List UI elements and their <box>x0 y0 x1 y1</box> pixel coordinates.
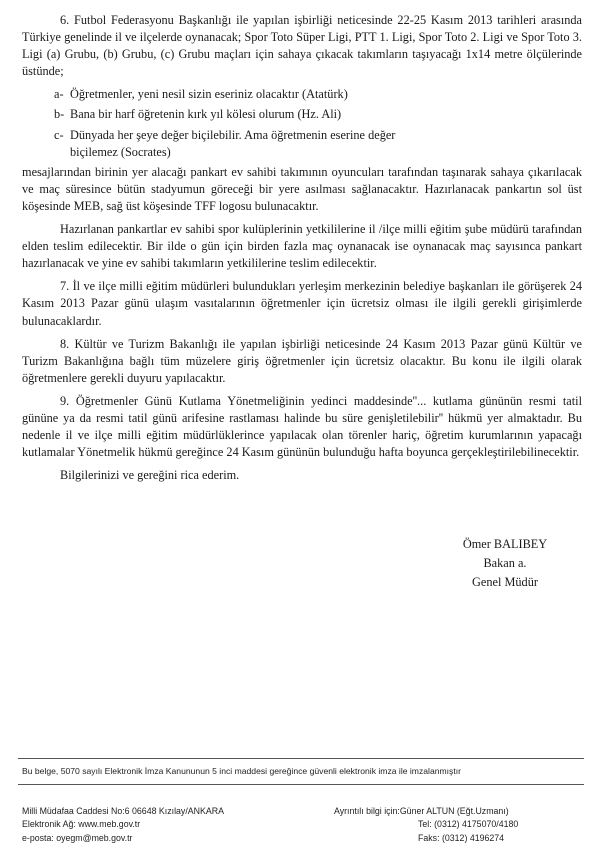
list-item-continuation: biçilemez (Socrates) <box>70 144 171 159</box>
paragraph-8: 8. Kültür ve Turizm Bakanlığı ile yapılan işbirliği neticesinde 24 Kasım 2013 Pazar günü Kültür ve Turizm Bakanlığına bağlı tüm müzelere giriş öğretmenler için ücretsiz olacaktır. Bu konu ile ilgili olarak öğretmenlere gerekli duyuru yapılacaktır. <box>22 336 582 385</box>
footer-contact-block <box>334 805 584 845</box>
list-item-text: Bana bir harf öğretenin kırk yıl kölesi olurum (Hz. Ali) <box>70 107 342 122</box>
list-item <box>54 127 582 161</box>
email-link[interactable]: e-posta: oyegm@meb.gov.tr <box>22 832 133 843</box>
paragraph-6b: Hazırlanan pankartlar ev sahibi spor kulüplerinin yetkililerine il /ilçe milli eğitim şube müdürü tarafından elden teslim edilecektir. Bir ilde o gün için birden fazla maç oynanacak ise oynanacak maç sayısınca pankart hazırlanacak ve yine ev sahibi takımların yetkililerine teslim edilecektir. <box>22 222 582 271</box>
paragraph-6-intro: 6. Futbol Federasyonu Başkanlığı ile yapılan işbirliği neticesinde 22-25 Kasım 2013 tarihleri arasında Türkiye genelinde il ve ilçelerde oynanacak; Spor Toto Süper Ligi, PTT 1. Ligi, Spor Toto 2. Ligi ve Spor Toto 3. Ligi (a) Grubu, (b) Grubu, (c) Grubu maçları için sahaya çıkacak takımların taşıyacağı 1x14 metre ölçülerinde üstünde; <box>22 13 582 79</box>
banner-messages-list <box>54 86 582 160</box>
footer-divider-bottom <box>18 784 584 785</box>
signature-block <box>440 535 570 592</box>
closing-line: Bilgilerinizi ve gereğini rica ederim. <box>60 468 240 483</box>
paragraph-6-rest: mesajlarından birinin yer alacağı pankart ev sahibi takımının oyuncuları tarafından taşınarak sahaya çıkarılacak ve maç süresince bütün stadyumun göreceği bir yere asılması sağlanacaktır. Hazırlanacak pankartın sol üst köşesinde MEB, sağ üst köşesinde TFF logosu bulunacaktır. <box>22 164 582 213</box>
footer-address-block <box>22 805 292 845</box>
paragraph-9: 9. Öğretmenler Günü Kutlama Yönetmeliğinin yedinci maddesinde''... kutlama gününün resmi tatil gününe ya da resmi tatil günü arifesine rastlaması halinde bu süre genişletilebilir'' hükmü yer almaktadır. Bu nedenle il ve ilçe milli eğitim müdürlüklerince yapılacak olan törenler hariç, öğretim kurumlarının yapacağı kutlamalar Yönetmelik hükmü gereğince 24 Kasım gününün bulunduğu hafta boyunca gerçekleştirilebilinecektir. <box>22 393 582 460</box>
footer-divider-top <box>18 758 584 759</box>
contact-person: Ayrıntılı bilgi için:Güner ALTUN (Eğt.Uzmanı) <box>334 806 509 816</box>
letter-body <box>22 12 582 490</box>
list-item <box>54 106 582 123</box>
list-item-label: a- <box>54 87 64 102</box>
postal-address: Milli Müdafaa Caddesi No:6 06648 Kızılay/ANKARA <box>22 806 224 816</box>
signatory-title-2: Genel Müdür <box>472 575 538 589</box>
list-item <box>54 86 582 103</box>
list-item-label: b- <box>54 107 65 122</box>
website-link[interactable]: Elektronik Ağ: www.meb.gov.tr <box>22 819 141 830</box>
fax: Faks: (0312) 4196274 <box>418 832 505 843</box>
signatory-name: Ömer BALIBEY <box>462 537 548 551</box>
list-item-text: Öğretmenler, yeni nesil sizin eseriniz olacaktır (Atatürk) <box>70 87 348 102</box>
telephone: Tel: (0312) 4175070/4180 <box>418 819 519 830</box>
signatory-title-1: Bakan a. <box>483 556 527 570</box>
paragraph-7: 7. İl ve ilçe milli eğitim müdürleri bulundukları yerleşim merkezinin belediye başkanları ile görüşerek 24 Kasım 2013 Pazar günü ulaşım vasıtalarının öğretmenler için ücretsiz olması ile ilgili gerekli girişimlerde bulunacaklardır. <box>22 279 582 328</box>
list-item-label: c- <box>54 127 64 142</box>
list-item-text: Dünyada her şeye değer biçilebilir. Ama öğretmenin eserine değer <box>70 127 396 142</box>
esignature-note: Bu belge, 5070 sayılı Elektronik İmza Kanununun 5 inci maddesi gereğince güvenli elektronik imza ile imzalanmıştır <box>22 766 461 776</box>
